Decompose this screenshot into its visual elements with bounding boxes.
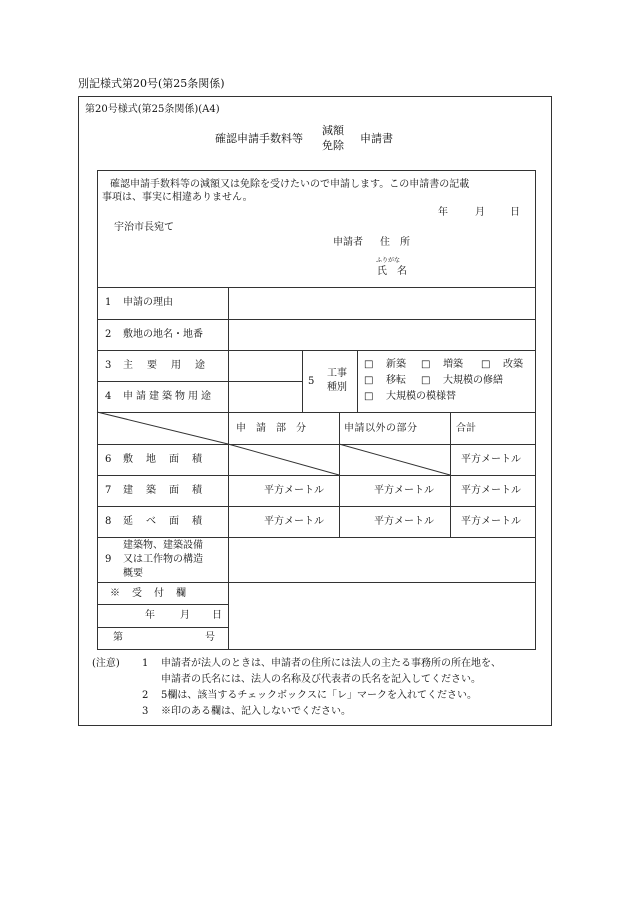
applicant-label: 申請者 — [333, 237, 363, 248]
row8-other-unit: 平方メートル — [374, 516, 434, 527]
checkbox-major-repair[interactable]: □ — [421, 375, 431, 386]
addressee: 宇治市長宛て — [114, 222, 174, 233]
col-applied-part: 申請部分 — [236, 423, 316, 434]
note2-text: 5欄は、該当するチェックボックスに「レ」マークを入れてください。 — [161, 690, 477, 701]
row5-label-line2: 種別 — [327, 382, 347, 393]
note3-text: ※印のある欄は、記入しないでください。 — [161, 706, 351, 717]
row4-number: 4 — [105, 391, 112, 402]
row9-number: 9 — [105, 554, 112, 565]
row7-total-unit: 平方メートル — [461, 485, 521, 496]
row2-label: 敷地の地名・地番 — [123, 329, 203, 340]
form-title-exempt: 免除 — [322, 139, 344, 152]
row3-label: 主要用途 — [123, 360, 219, 371]
reception-month: 月 — [180, 610, 190, 621]
row5-label-line1: 工事 — [327, 368, 347, 379]
row8-number: 8 — [105, 516, 112, 527]
row8-total-unit: 平方メートル — [461, 516, 521, 527]
row6-total-unit: 平方メートル — [461, 454, 521, 465]
building-use-input[interactable] — [230, 383, 301, 411]
row7-label: 建築面積 — [123, 485, 215, 496]
row5-number: 5 — [308, 376, 315, 387]
notes-label: (注意) — [92, 658, 120, 669]
note1-number: 1 — [142, 658, 149, 669]
row2-number: 2 — [105, 329, 112, 340]
row1-number: 1 — [105, 297, 112, 308]
label-major-remodel: 大規模の模様替 — [386, 391, 456, 402]
checkbox-rebuild[interactable]: □ — [481, 359, 491, 370]
row7-applied-unit: 平方メートル — [264, 485, 324, 496]
reception-year: 年 — [145, 610, 155, 621]
declaration-year: 年 — [438, 207, 448, 218]
row3-number: 3 — [105, 360, 112, 371]
outer-form-number: 別記様式第20号(第25条関係) — [78, 77, 225, 90]
declaration-line2: 事項は、事実に相違ありません。 — [102, 192, 253, 203]
main-use-input[interactable] — [230, 352, 301, 380]
row4-label: 申請建築物用途 — [123, 391, 214, 402]
structure-summary-input[interactable] — [230, 539, 534, 581]
label-new: 新築 — [386, 359, 406, 370]
declaration-day: 日 — [510, 207, 520, 218]
reception-title: ※受付欄 — [110, 588, 198, 599]
site-address-input[interactable] — [230, 321, 534, 349]
reception-dai: 第 — [113, 632, 123, 643]
label-rebuild: 改築 — [503, 359, 523, 370]
row1-label: 申請の理由 — [123, 297, 173, 308]
row7-number: 7 — [105, 485, 112, 496]
row7-other-unit: 平方メートル — [374, 485, 434, 496]
checkbox-major-remodel[interactable]: □ — [364, 391, 374, 402]
name-label: 氏 名 — [377, 266, 407, 277]
form-title-prefix: 確認申請手数料等 — [215, 132, 303, 145]
reception-day: 日 — [212, 610, 222, 621]
note1-line1: 申請者が法人のときは、申請者の住所には法人の主たる事務所の所在地を、 — [161, 658, 501, 669]
row8-label: 延べ面積 — [123, 516, 215, 527]
reason-input[interactable] — [230, 289, 534, 318]
form-title-reduce: 減額 — [322, 124, 344, 137]
checkbox-relocation[interactable]: □ — [364, 375, 374, 386]
declaration-line1: 確認申請手数料等の減額又は免除を受けたいので申請します。この申請書の記載 — [110, 179, 470, 190]
checkbox-new[interactable]: □ — [364, 359, 374, 370]
label-relocation: 移転 — [386, 375, 406, 386]
label-major-repair: 大規模の修繕 — [443, 375, 503, 386]
address-label: 住 所 — [380, 237, 410, 248]
furigana-label: ふりがな — [376, 257, 401, 264]
inner-form-number: 第20号様式(第25条関係)(A4) — [85, 104, 220, 115]
note3-number: 3 — [142, 706, 149, 717]
row9-line3: 概要 — [123, 568, 143, 579]
note2-number: 2 — [142, 690, 149, 701]
col-total: 合計 — [456, 423, 476, 434]
checkbox-extension[interactable]: □ — [421, 359, 431, 370]
form-title-suffix: 申請書 — [360, 132, 393, 145]
row9-line2: 又は工作物の構造 — [123, 554, 203, 565]
note1-line2: 申請者の氏名には、法人の名称及び代表者の氏名を記入してください。 — [161, 674, 481, 685]
row9-line1: 建築物、建築設備 — [123, 540, 203, 551]
col-other-part: 申請以外の部分 — [344, 423, 418, 434]
reception-go: 号 — [205, 632, 215, 643]
row6-label: 敷地面積 — [123, 454, 215, 465]
declaration-month: 月 — [475, 207, 485, 218]
row8-applied-unit: 平方メートル — [264, 516, 324, 527]
row6-number: 6 — [105, 454, 112, 465]
label-extension: 増築 — [443, 359, 463, 370]
